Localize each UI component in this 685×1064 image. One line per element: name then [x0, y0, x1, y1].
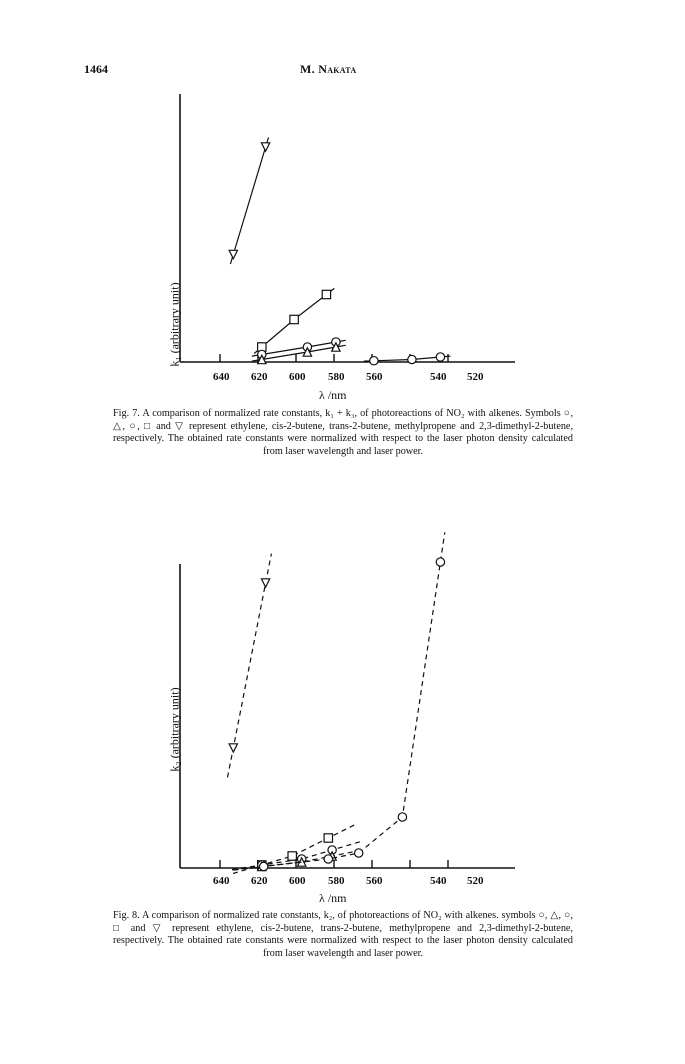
circle-marker	[398, 813, 406, 821]
figure-8-x-tick: 540	[430, 875, 447, 887]
figure-7-y-axis-label: k₁ (arbitrary unit)	[167, 282, 182, 367]
figure-7-x-tick: 640	[213, 371, 230, 383]
circle-marker	[324, 855, 332, 863]
circle-marker	[436, 353, 444, 361]
triangle-down-marker	[229, 250, 237, 258]
figure-8-x-tick: 520	[467, 875, 484, 887]
square-marker	[322, 290, 330, 298]
figure-8-y-axis-label: k₂ (arbitrary unit)	[167, 687, 182, 772]
circle-marker	[370, 357, 378, 365]
figure-7-x-tick: 540	[430, 371, 447, 383]
figure-8-x-tick: 560	[366, 875, 383, 887]
figure-7-x-tick: 580	[328, 371, 345, 383]
author-name: M. Nakata	[300, 62, 357, 76]
figure-8-caption: Fig. 8. A comparison of normalized rate constants, k₂, of photoreactions of NO₂ with alkenes. symbols ○, △, ○, □ and ▽ represent ethylene, cis-2-butene, trans-2-butene, methylpropene and 2,3-dimethyl-2-butene, respectively. The obtained rate constants were normalized with respect to the laser photon density calculated from laser wavelength and laser power.	[113, 910, 573, 959]
circle-marker	[355, 849, 363, 857]
square-marker	[324, 834, 332, 842]
series-line	[230, 137, 268, 264]
square-marker	[288, 852, 296, 860]
running-title	[300, 62, 356, 77]
figure-7-x-tick: 600	[289, 371, 306, 383]
figure-7-x-tick: 620	[251, 371, 268, 383]
page-header	[0, 62, 685, 82]
triangle-down-marker	[261, 143, 269, 151]
figure-7-x-tick: 520	[467, 371, 484, 383]
figure-8-x-tick: 620	[251, 875, 268, 887]
figure-8-x-tick: 640	[213, 875, 230, 887]
square-marker	[290, 315, 298, 323]
figure-7-x-tick: 560	[366, 371, 383, 383]
triangle-down-marker	[229, 744, 237, 752]
circle-marker	[436, 558, 444, 566]
circle-marker	[408, 355, 416, 363]
figure-7-caption: Fig. 7. A comparison of normalized rate constants, k₁ + k₃, of photoreactions of NO₂ with alkenes. Symbols ○, △, ○, □ and ▽ represent ethylene, cis-2-butene, trans-2-butene, methylpropene and 2,3-dimethyl-2-butene, respectively. The obtained rate constants were normalized with respect to the laser photon density calculated from laser wavelength and laser power.	[113, 408, 573, 457]
figure-8-x-tick: 600	[289, 875, 306, 887]
figure-7	[0, 90, 685, 480]
page-number: 1464	[84, 62, 108, 76]
figure-8-x-axis-label: λ /nm	[319, 891, 347, 905]
triangle-down-marker	[261, 579, 269, 587]
figure-8	[0, 500, 685, 1000]
circle-marker	[260, 862, 268, 870]
figure-8-x-tick: 580	[328, 875, 345, 887]
figure-7-x-axis-label: λ /nm	[319, 388, 347, 402]
